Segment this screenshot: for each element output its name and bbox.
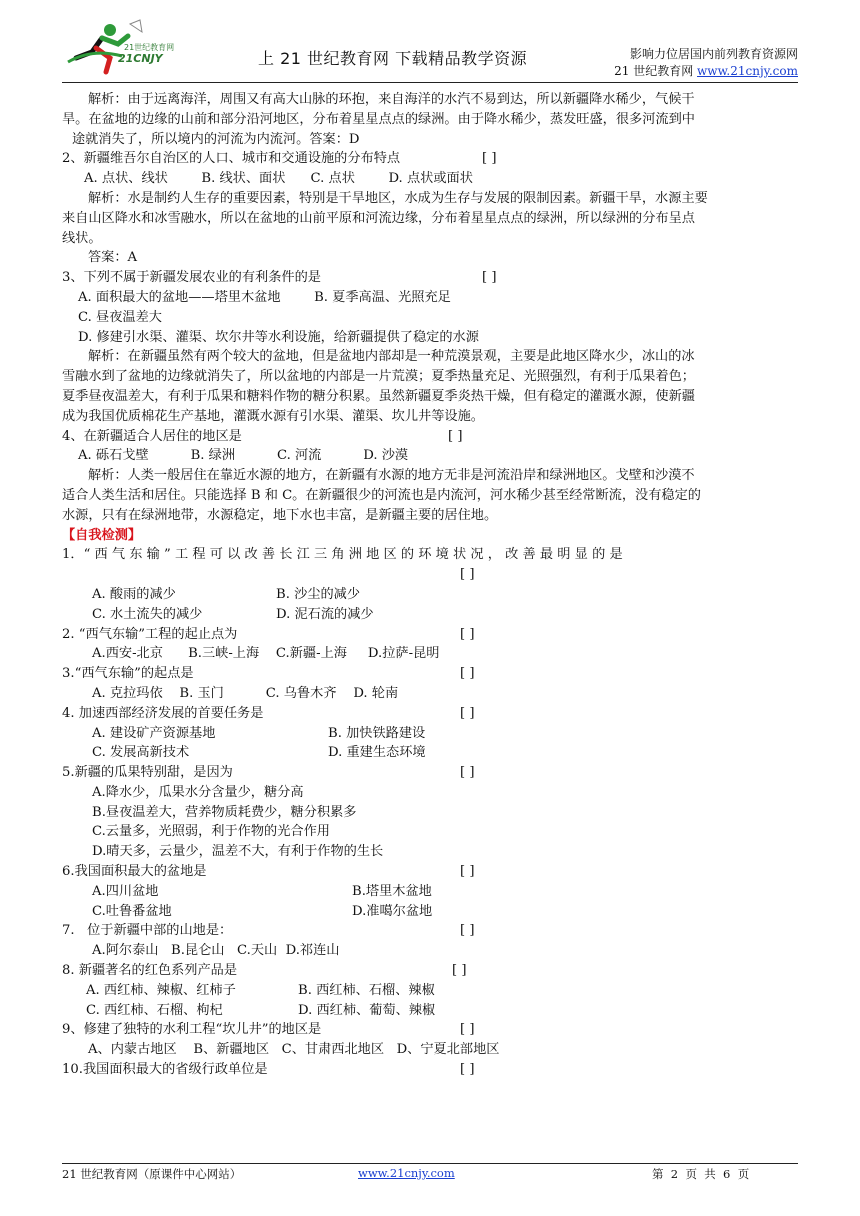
footer-site-link[interactable]: www.21cnjy.com bbox=[358, 1166, 455, 1180]
page-number: 第 2 页 共 6 页 bbox=[652, 1167, 750, 1181]
q3-analysis-line: 夏季昼夜温差大，有利于瓜果和糖料作物的糖分积累。虽然新疆夏季炎热干燥，但有稳定的灌溉水源，使新疆 bbox=[62, 388, 695, 404]
q3-analysis-line: 解析：在新疆虽然有两个较大的盆地，但是盆地内部却是一种荒漠景观，主要是此地区降水少，冰山的冰 bbox=[88, 349, 695, 365]
option-d: D. 泥石流的减少 bbox=[276, 606, 374, 622]
q4-analysis-line: 适合人类生活和居住。只能选择 B 和 C。在新疆很少的河流也是内流河，河水稀少甚至经常断流，没有稳定的 bbox=[62, 487, 701, 503]
question-stem: 10.我国面积最大的省级行政单位是 bbox=[62, 1062, 268, 1078]
test3-stem-row bbox=[62, 664, 800, 684]
answer-bracket: [ ] bbox=[460, 626, 475, 642]
q2-analysis-line: 来自山区降水和冰雪融水，所以在盆地的山前平原和河流边缘，分布着星星点点的绿洲，所以绿洲的分布呈点 bbox=[62, 210, 695, 226]
question-stem: 4、在新疆适合人居住的地区是 bbox=[62, 428, 242, 444]
question-stem: 2. “西气东输”工程的起止点为 bbox=[62, 626, 238, 642]
test8-stem-row bbox=[62, 961, 800, 981]
test9-stem-row bbox=[62, 1020, 800, 1040]
answer-bracket: [ ] bbox=[460, 705, 475, 721]
test1-bracket-row bbox=[62, 565, 800, 585]
question-options: A. 面积最大的盆地——塔里木盆地 B. 夏季高温、光照充足 bbox=[78, 289, 451, 305]
test6-stem-row bbox=[62, 862, 800, 882]
option-a: A. 酸雨的减少 bbox=[92, 586, 176, 602]
option-b: B. 加快铁路建设 bbox=[328, 725, 426, 741]
answer-bracket: [ ] bbox=[482, 270, 497, 286]
question-stem: 8. 新疆著名的红色系列产品是 bbox=[62, 963, 238, 979]
test1-options-row2 bbox=[62, 605, 800, 625]
test4-stem-row bbox=[62, 704, 800, 724]
test8-options-row1 bbox=[62, 981, 800, 1001]
question-stem: 5.新疆的瓜果特别甜，是因为 bbox=[62, 765, 233, 781]
test6-options-row2 bbox=[62, 902, 800, 922]
test7-stem-row bbox=[62, 921, 800, 941]
question-4 bbox=[62, 427, 800, 447]
option-b: B. 西红柿、石榴、辣椒 bbox=[298, 982, 435, 998]
answer-bracket: [ ] bbox=[460, 864, 475, 880]
answer-bracket: [ ] bbox=[460, 765, 475, 781]
option-a: A.四川盆地 bbox=[92, 883, 159, 899]
header-right bbox=[614, 46, 798, 80]
answer-bracket: [ ] bbox=[460, 567, 475, 583]
option-c: C. 西红柿、石榴、枸杞 bbox=[86, 1002, 223, 1018]
question-stem: 2、新疆维吾尔自治区的人口、城市和交通设施的分布特点 bbox=[62, 151, 401, 167]
q2-analysis-line: 线状。 bbox=[62, 230, 102, 246]
question-options: A. 克拉玛依 B. 玉门 C. 乌鲁木齐 D. 轮南 bbox=[92, 685, 399, 701]
q2-answer: 答案：A bbox=[88, 250, 138, 266]
answer-bracket: [ ] bbox=[460, 1062, 475, 1078]
logo-text-top: 21世纪教育网 bbox=[124, 43, 175, 52]
question-stem: 7. 位于新疆中部的山地是： bbox=[62, 923, 233, 939]
header-site-link[interactable]: www.21cnjy.com bbox=[697, 64, 798, 78]
test5-stem-row bbox=[62, 763, 800, 783]
q3-analysis-line: 雪融水到了盆地的边缘就消失了，所以盆地的内部是一片荒漠；夏季热量充足、光照强烈，有利于瓜果着色； bbox=[62, 369, 695, 385]
page-header bbox=[62, 18, 798, 82]
document-body bbox=[62, 90, 800, 1080]
q1-analysis-line: 旱。在盆地的边缘的山前和部分沿河地区，分布着星星点点的绿洲。由于降水稀少，蒸发旺盛，很多河流到中 bbox=[62, 111, 695, 127]
option-a: A. 建设矿产资源基地 bbox=[92, 725, 216, 741]
answer-bracket: [ ] bbox=[460, 666, 475, 682]
question-3 bbox=[62, 268, 800, 288]
question-stem: 3、下列不属于新疆发展农业的有利条件的是 bbox=[62, 270, 321, 286]
q4-analysis-line: 解析：人类一般居住在靠近水源的地方，在新疆有水源的地方无非是河流沿岸和绿洲地区。戈壁和沙漠不 bbox=[88, 468, 695, 484]
test2-stem-row bbox=[62, 625, 800, 645]
answer-bracket: [ ] bbox=[452, 963, 467, 979]
question-options: A. 砾石戈壁 B. 绿洲 C. 河流 D. 沙漠 bbox=[78, 448, 409, 464]
footer-divider bbox=[62, 1163, 798, 1164]
option-d: D.晴天多，云量少，温差不大，有利于作物的生长 bbox=[92, 844, 384, 860]
header-slogan: 上 21 世纪教育网 下载精品教学资源 bbox=[258, 49, 528, 68]
test1-options-row1 bbox=[62, 585, 800, 605]
test10-stem-row bbox=[62, 1060, 800, 1080]
question-options: A. 点状、线状 B. 线状、面状 C. 点状 D. 点状或面状 bbox=[84, 171, 473, 187]
answer-bracket: [ ] bbox=[460, 923, 475, 939]
option-c: C. 发展高新技术 bbox=[92, 745, 190, 761]
header-right-prefix: 21 世纪教育网 bbox=[614, 64, 698, 78]
option-c: C. 水土流失的减少 bbox=[92, 606, 203, 622]
option-a: A.降水少，瓜果水分含量少，糖分高 bbox=[92, 784, 304, 800]
answer-bracket: [ ] bbox=[460, 1022, 475, 1038]
question-stem: 4. 加速西部经济发展的首要任务是 bbox=[62, 705, 264, 721]
self-check-heading: 【自我检测】 bbox=[62, 527, 142, 543]
q2-analysis-line: 解析：水是制约人生存的重要因素，特别是干旱地区，水成为生存与发展的限制因素。新疆干旱，水源主要 bbox=[88, 190, 708, 206]
test8-options-row2 bbox=[62, 1001, 800, 1021]
option-b: B.昼夜温差大，营养物质耗费少，糖分积累多 bbox=[92, 804, 357, 820]
logo-text-bottom: 21CNJY bbox=[118, 52, 163, 65]
q4-analysis-line: 水源，只有在绿洲地带，水源稳定，地下水也丰富，是新疆主要的居住地。 bbox=[62, 507, 498, 523]
option-d: D. 重建生态环境 bbox=[328, 745, 426, 761]
option-c: C.云量多，光照弱，利于作物的光合作用 bbox=[92, 824, 330, 840]
question-2 bbox=[62, 149, 800, 169]
question-option: D. 修建引水渠、灌渠、坎尔井等水利设施，给新疆提供了稳定的水源 bbox=[78, 329, 479, 345]
test4-options-row1 bbox=[62, 724, 800, 744]
option-b: B.塔里木盆地 bbox=[352, 883, 432, 899]
answer-bracket: [ ] bbox=[482, 151, 497, 167]
site-logo[interactable] bbox=[62, 18, 192, 76]
question-stem: 9、修建了独特的水利工程“坎儿井”的地区是 bbox=[62, 1022, 322, 1038]
q3-analysis-line: 成为我国优质棉花生产基地，灌溉水源有引水渠、灌渠、坎儿井等设施。 bbox=[62, 408, 484, 424]
runner-logo-icon bbox=[62, 18, 192, 76]
q1-analysis-line: 解析：由于远离海洋，周围又有高大山脉的环抱，来自海洋的水汽不易到达，所以新疆降水稀少，气候干 bbox=[88, 92, 695, 107]
question-options: A.西安-北京 B.三峡-上海 C.新疆-上海 D.拉萨-昆明 bbox=[92, 646, 440, 662]
test1-stem: 1．“ 西 气 东 输 ” 工 程 可 以 改 善 长 江 三 角 洲 地 区 的 环 境 状 况 ， 改 善 最 明 显 的 是 bbox=[62, 547, 623, 563]
option-c: C.吐鲁番盆地 bbox=[92, 903, 172, 919]
answer-bracket: [ ] bbox=[448, 428, 463, 444]
option-b: B. 沙尘的减少 bbox=[276, 586, 361, 602]
test4-options-row2 bbox=[62, 743, 800, 763]
question-options: A.阿尔泰山 B.昆仑山 C.天山 D.祁连山 bbox=[92, 943, 340, 959]
footer-site-name: 21 世纪教育网（原课件中心网站） bbox=[62, 1167, 242, 1181]
question-stem: 6.我国面积最大的盆地是 bbox=[62, 864, 207, 880]
q1-analysis-line: 途就消失了，所以境内的河流为内流河。答案：D bbox=[72, 131, 360, 147]
question-option: C. 昼夜温差大 bbox=[78, 309, 162, 325]
question-options: A、内蒙古地区 B、新疆地区 C、甘肃西北地区 D、宁夏北部地区 bbox=[88, 1042, 500, 1058]
header-divider bbox=[62, 82, 798, 83]
option-d: D. 西红柿、葡萄、辣椒 bbox=[298, 1002, 436, 1018]
option-d: D.准噶尔盆地 bbox=[352, 903, 433, 919]
test6-options-row1 bbox=[62, 882, 800, 902]
header-right-line1: 影响力位居国内前列教育资源网 bbox=[629, 47, 798, 61]
option-a: A. 西红柿、辣椒、红柿子 bbox=[86, 982, 236, 998]
question-stem: 3.“西气东输”的起点是 bbox=[62, 666, 194, 682]
